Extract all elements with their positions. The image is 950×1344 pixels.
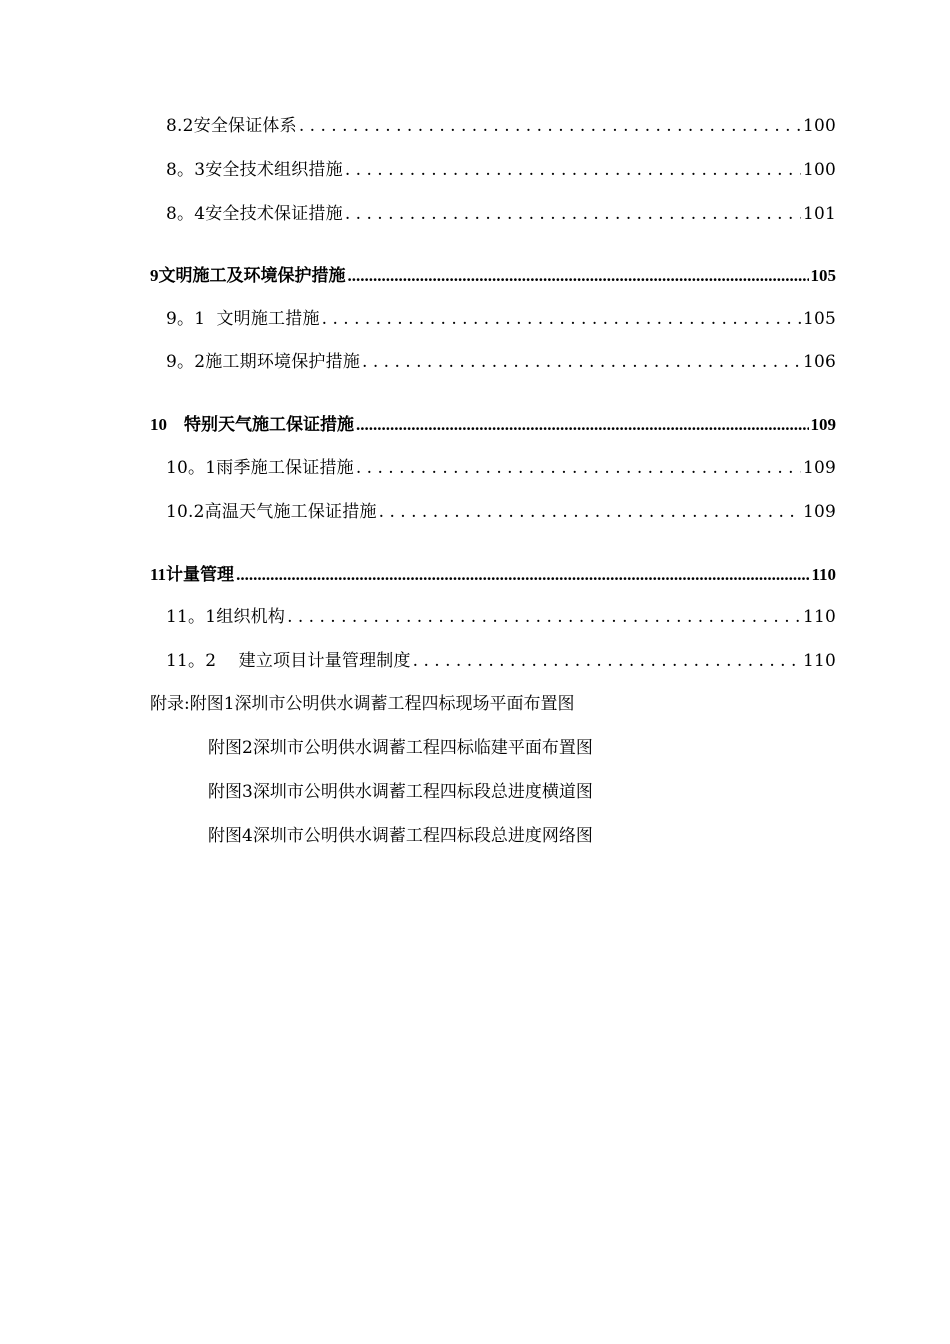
toc-chapter-11[interactable] [150,560,836,585]
toc-page-number: 100 [802,116,836,136]
toc-entry-title: 9。2施工期环境保护措施 [166,352,361,372]
toc-dot-leader [362,352,801,372]
toc-dot-leader [413,651,801,671]
toc-chapter-title: 9文明施工及环境保护措施 [150,266,346,285]
toc-chapter-title: 11计量管理 [150,565,235,584]
toc-page-number: 105 [802,309,836,329]
toc-entry-11-1[interactable] [166,602,836,627]
toc-entry-title: 11。2 建立项目计量管理制度 [166,651,411,671]
toc-page-number: 100 [802,160,836,180]
toc-page-number: 101 [802,204,836,224]
toc-chapter-title: 10 特别天气施工保证措施 [150,415,354,434]
toc-entry-title: 9。1 文明施工措施 [166,309,320,329]
toc-entry-10-1[interactable] [166,453,836,478]
toc-dot-leader [345,160,801,180]
toc-entry-8-2[interactable] [166,111,836,136]
appendix-figure-4: 附图4深圳市公明供水调蓄工程四标段总进度网络图 [208,826,593,846]
toc-page-number: 110 [811,565,836,584]
toc-dot-leader [287,607,801,627]
toc-entry-title: 11。1组织机构 [166,607,286,627]
toc-dot-leader [356,415,809,435]
toc-page-number: 105 [810,266,836,285]
toc-entry-10-2[interactable] [166,497,836,522]
toc-dot-leader [322,309,801,329]
appendix-figure-3: 附图3深圳市公明供水调蓄工程四标段总进度横道图 [208,782,593,802]
toc-dot-leader [356,458,801,478]
toc-entry-title: 10.2高温天气施工保证措施 [166,502,377,522]
toc-dot-leader [345,204,801,224]
toc-dot-leader [299,116,801,136]
toc-page-number: 109 [802,458,836,478]
toc-page-number: 109 [802,502,836,522]
toc-entry-title: 8。4安全技术保证措施 [166,204,343,224]
toc-dot-leader [348,266,809,286]
toc-dot-leader [236,565,809,585]
toc-entry-title: 10。1雨季施工保证措施 [166,458,354,478]
toc-page-number: 106 [802,352,836,372]
toc-page-number: 109 [810,415,836,434]
toc-page-number: 110 [802,607,836,627]
toc-entry-8-4[interactable] [166,199,836,224]
toc-chapter-9[interactable] [150,261,836,286]
appendix-heading-line: 附录:附图1深圳市公明供水调蓄工程四标现场平面布置图 [150,694,575,714]
toc-entry-11-2[interactable] [166,646,836,671]
toc-entry-8-3[interactable] [166,155,836,180]
toc-page-number: 110 [802,651,836,671]
toc-dot-leader [379,502,801,522]
toc-entry-title: 8。3安全技术组织措施 [166,160,343,180]
appendix-figure-2: 附图2深圳市公明供水调蓄工程四标临建平面布置图 [208,738,593,758]
toc-entry-9-2[interactable] [166,347,836,372]
toc-entry-title: 8.2安全保证体系 [166,116,297,136]
toc-chapter-10[interactable] [150,410,836,435]
toc-entry-9-1[interactable] [166,304,836,329]
